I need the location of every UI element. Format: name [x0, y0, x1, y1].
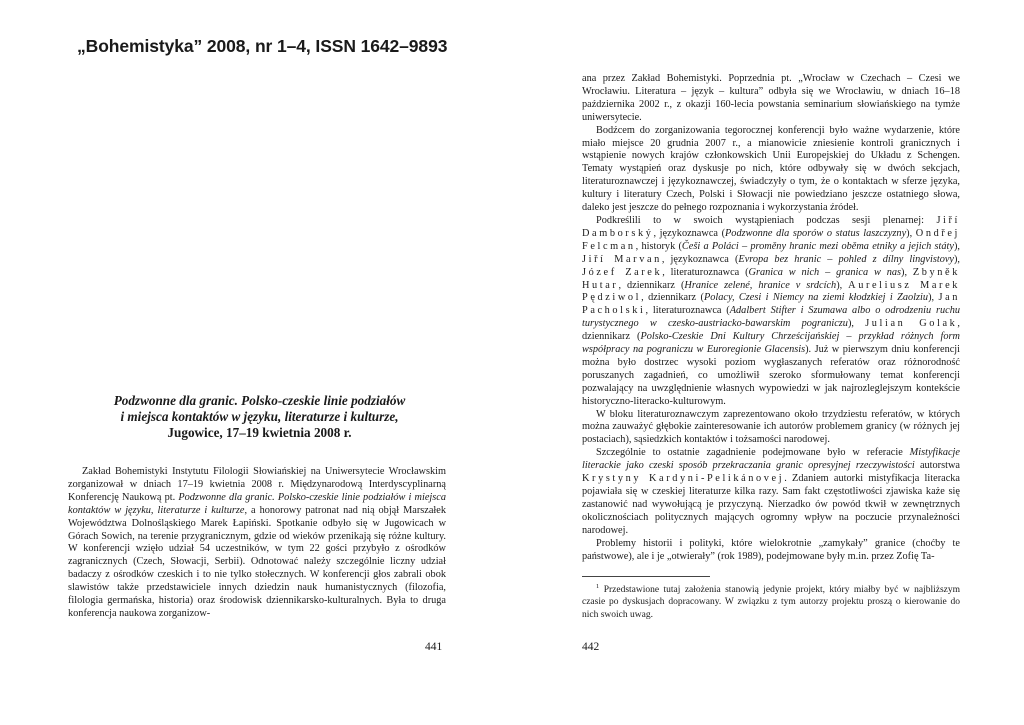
- footnote-rule: [582, 576, 710, 577]
- article-title: [68, 393, 451, 441]
- right-page: [512, 0, 1024, 725]
- paragraph: Bodźcem do zorganizowania tegorocznej konferencji było ważne wydarzenie, które miało miejsce 20 grudnia 2007 r., a mianowicie zniesienie kontroli granicznych i wstąpienie nowych krajów członkowskich Unii Europejskiej do Układu z Schengen. Tematy wystąpień oraz dyskusje po nich, które odbywały się w dwóch sekcjach, literaturoznawczej i językoznawczej, świadczyły o tym, że o kontaktach w sferze języka, kultury i literatury Czech, Polski i Słowacji nie powiedziano jeszcze ostatniego słowa, daleko jest jeszcze do pełnego rozpoznania i wykorzystania źródeł.: [582, 124, 960, 214]
- speaker-name: Ondřej Felcman: [582, 227, 960, 252]
- speaker-name: Aureliusz Marek Pędziwol: [582, 279, 961, 304]
- speaker-name: Jiří Damborský: [582, 214, 961, 239]
- title-date-place: Jugowice, 17–19 kwietnia 2008 r.: [167, 425, 352, 440]
- paragraph: ana przez Zakład Bohemistyki. Poprzednia pt. „Wrocław w Czechach – Czesi we Wrocławiu. Literatura – język – kultura” odbyła się we Wrocławiu, w dniach 16–18 października 2002 r., z okazji 160-lecia powstania seminarium słowiańskiego na tymże uniwersytecie.: [582, 73, 960, 123]
- speaker-name: Jiří Marvan: [582, 253, 662, 265]
- title-line-1: Podzwonne dla granic. Polsko-czeskie linie podziałów: [113, 393, 406, 408]
- speaker-name: Zbyněk Hutar: [582, 266, 960, 291]
- footnote: [582, 584, 960, 621]
- page-number: 441: [425, 641, 443, 653]
- paragraph: Szczególnie to ostatnie zagadnienie podejmowane było w referacie Mistyfikacje literackie jako czeski sposób przekraczania granic opresyjnej rzeczywistości autorstwa Krystyny Kardyni-Pelikánovej. Zdaniem autorki mistyfikacja literacka pojawiała się w czeskiej literaturze kilka razy. Sam fakt częstotliwości zjawiska każe się zastanowić nad wywołującą je przyczyną. Nierzadko ów powód tkwił w zewnętrznych okolicznościach politycznych mających ogromny wpływ na poczucie przynależności narodowej.: [582, 447, 960, 536]
- title-line-2: i miejsca kontaktów w języku, literaturze i kulturze,: [120, 409, 399, 424]
- paragraph: Problemy historii i polityki, które wielokrotnie „zamykały” granice (choćby te państwowe), ale i je „otwierały” (rok 1989), podejmowane były m.in. przez Zofię Ta-: [582, 537, 960, 562]
- speaker-name: Józef Zarek: [582, 266, 663, 278]
- journal-header: „Bohemistyka” 2008, nr 1–4, ISSN 1642–9893: [77, 36, 448, 56]
- footnote-marker: 1: [596, 582, 600, 590]
- left-body-text: [68, 466, 446, 621]
- right-body-text: [582, 73, 960, 563]
- footnote-text: Przedstawione tutaj założenia stanowią jedynie projekt, który miałby być w najbliższym czasie po dyskusjach dopracowany. W związku z tym autorzy projektu proszą o kierowanie do nich swoich uwag.: [582, 585, 961, 620]
- paragraph: Podkreślili to w swoich wystąpieniach podczas sesji plenarnej: Jiří Damborský, językoznawca (Podzwonne dla sporów o status laszczyzny), Ondřej Felcman, historyk (Češi a Poláci – proměny hranic mezi oběma etniky a jejich státy), Jiří Marvan, językoznawca (Evropa bez hranic – pohled z dílny lingvistovy), Józef Zarek, literaturoznawca (Granica w nich – granica w nas), Zbyněk Hutar, dziennikarz (Hranice zelené, hranice v srdcích), Aureliusz Marek Pędziwol, dziennikarz (Polacy, Czesi i Niemcy na ziemi kłodzkiej i Zaolziu), Jan Pacholski, literaturoznawca (Adalbert Stifter i Szumawa albo o odrodzeniu ruchu turystycznego w czesko-austriacko-bawarskim pograniczu), Julian Golak, dziennikarz (Polsko-Czeskie Dni Kultury Chrześcijańskiej – przykład różnych form współpracy na pograniczu w Euroregionie Glacensis). Już w pierwszym dniu konferencji można było dostrzec wysoki poziom wygłaszanych referatów oraz różnorodność poruszanych zagadnień, co umożliwił szeroko sformułowany temat konferencji pozwalający na uwzględnienie własnych wypowiedzi w jak najrozleglejszym kontekście historyczno-literacko-kulturowym.: [582, 214, 961, 407]
- page-number: 442: [582, 641, 600, 653]
- speaker-name: Krystyny Kardyni-Pelikánovej: [582, 473, 785, 485]
- paragraph: W bloku literaturoznawczym zaprezentowano około trzydziestu referatów, w których można zauważyć głębokie zainteresowanie ich autorów problemem granicy (w różnych jej postaciach), sąsiedzkich kontaktów i tożsamości narodowej.: [582, 408, 960, 446]
- speaker-name: Julian Golak: [865, 318, 958, 330]
- speaker-name: Jan Pacholski: [582, 292, 960, 317]
- paragraph: Zakład Bohemistyki Instytutu Filologii Słowiańskiej na Uniwersytecie Wrocławskim zorganizował w dniach 17–19 kwietnia 2008 r. Międzynarodową Interdyscyplinarną Konferencję Naukową pt. Podzwonne dla granic. Polsko-czeskie linie podziałów i miejsca kontaktów w języku, literaturze i kulturze, a honorowy patronat nad nią objął Marszałek Województwa Dolnośląskiego Marek Łapiński. Spotkanie odbyło się w Jugowicach w Górach Sowich, na terenie przygranicznym, gdzie od wieków przenikają się różne kultury. W konferencji wzięło udział 54 uczestników, w tym 22 gości przybyło z ośrodków zagranicznych (Czech, Słowacji, Serbii). Odnotować należy szczególnie liczny udział badaczy z ośrodków czeskich i to nie tylko stołecznych. W konferencji głos zabrali obok slawistów także przedstawiciele innych dziedzin nauk humanistycznych (filozofia, filologia germańska, historia) oraz środowisk dziennikarsko-kulturalnych. Była to druga konferencja naukowa zorganizow-: [68, 466, 446, 619]
